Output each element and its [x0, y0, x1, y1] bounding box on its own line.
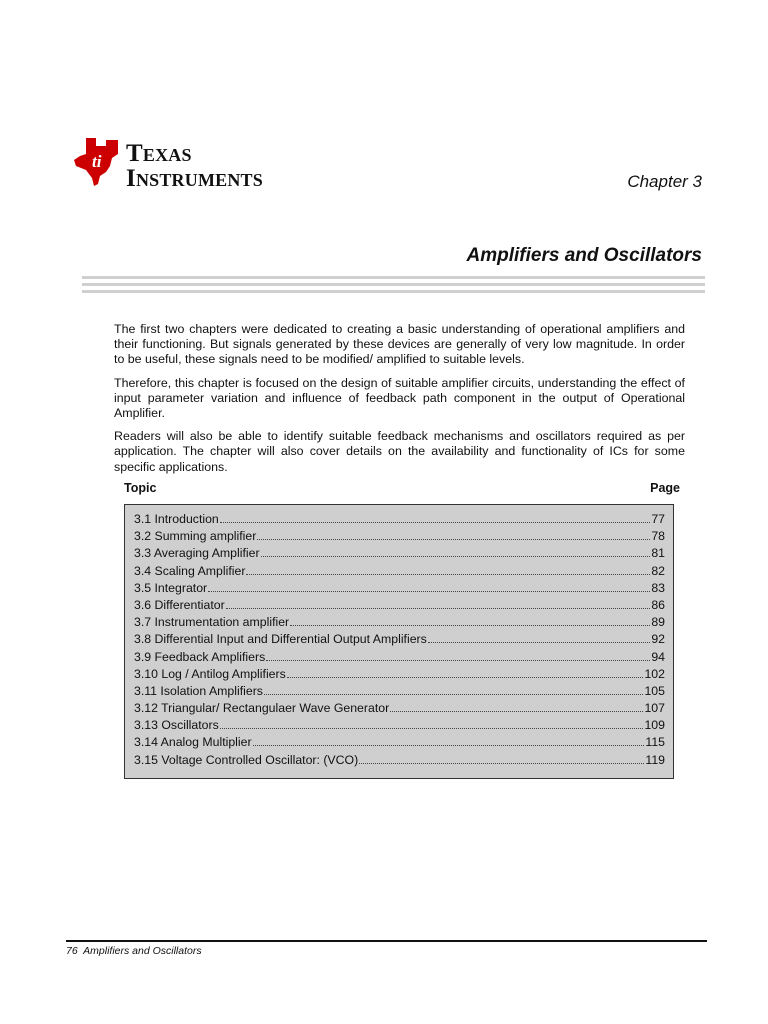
toc-leader-dots — [264, 684, 644, 695]
toc-entry[interactable] — [134, 546, 665, 563]
toc-entry-page: 92 — [651, 632, 665, 647]
toc-entry-page: 77 — [651, 512, 665, 526]
toc-entry-title: 3.14 Analog Multiplier — [134, 735, 252, 750]
toc-leader-dots — [226, 598, 651, 609]
toc-entry-title: 3.6 Differentiator — [134, 597, 225, 612]
footer-page-number: 76 — [66, 945, 78, 957]
toc-leader-dots — [220, 512, 651, 523]
toc-leader-dots — [253, 735, 645, 746]
toc-header — [124, 481, 680, 495]
chapter-title: Amplifiers and Oscillators — [466, 245, 702, 266]
texas-instruments-logo — [72, 136, 302, 196]
toc-entry[interactable] — [134, 650, 665, 667]
toc-entry-page: 81 — [651, 546, 665, 561]
toc-topic-label: Topic — [124, 481, 157, 495]
intro-paragraph: The first two chapters were dedicated to creating a basic understanding of operational amplifiers and their functioning. But signals generated by these devices are generally of very low magnitude. In order to be useful, these signals need to be modified/ amplified to suitable levels. — [114, 322, 685, 367]
toc-entry-title: 3.1 Introduction — [134, 512, 219, 526]
toc-leader-dots — [220, 718, 644, 729]
toc-entry[interactable] — [134, 753, 665, 770]
logo-line-2: INSTRUMENTS — [126, 165, 263, 192]
toc-entry[interactable] — [134, 529, 665, 546]
toc-entry[interactable] — [134, 667, 665, 684]
toc-leader-dots — [208, 581, 650, 592]
toc-entry-page: 94 — [651, 649, 665, 664]
toc-entry-title: 3.8 Differential Input and Differential Output Amplifiers — [134, 632, 427, 647]
toc-entry-page: 102 — [644, 666, 665, 681]
toc-entry-page: 86 — [651, 597, 665, 612]
intro-paragraph: Readers will also be able to identify suitable feedback mechanisms and oscillators required as per application. The chapter will also cover details on the availability and functionality of ICs for some specific applications. — [114, 429, 685, 474]
toc-entry[interactable] — [134, 512, 665, 529]
toc-page-label: Page — [650, 481, 680, 495]
toc-leader-dots — [287, 667, 644, 678]
page-footer — [66, 945, 202, 957]
toc-entry-title: 3.13 Oscillators — [134, 718, 219, 733]
title-underline-rules — [82, 276, 705, 297]
toc-entry-page: 109 — [644, 718, 665, 733]
toc-entry[interactable] — [134, 632, 665, 649]
toc-leader-dots — [428, 632, 651, 643]
ti-state-logo-icon — [72, 136, 124, 188]
toc-entry-title: 3.2 Summing amplifier — [134, 529, 257, 544]
toc-entry-page: 83 — [651, 580, 665, 595]
toc-leader-dots — [390, 701, 643, 712]
toc-entry[interactable] — [134, 581, 665, 598]
toc-entry-title: 3.5 Integrator — [134, 580, 208, 595]
toc-entry-title: 3.10 Log / Antilog Amplifiers — [134, 666, 286, 681]
logo-line-1: TEXAS — [126, 140, 192, 167]
intro-paragraph: Therefore, this chapter is focused on the design of suitable amplifier circuits, understanding the effect of input parameter variation and influence of feedback path component in the output of Operational Amplifier. — [114, 375, 685, 421]
footer-title: Amplifiers and Oscillators — [83, 945, 202, 957]
toc-entry-title: 3.3 Averaging Amplifier — [134, 546, 260, 561]
toc-entry-page: 107 — [644, 701, 665, 716]
toc-entry[interactable] — [134, 718, 665, 735]
footer-rule — [66, 940, 707, 942]
toc-leader-dots — [257, 529, 650, 540]
toc-entry[interactable] — [134, 701, 665, 718]
chapter-number: Chapter 3 — [627, 172, 702, 191]
svg-text:ti: ti — [92, 152, 102, 171]
toc-entry-page: 119 — [645, 752, 665, 767]
toc-entry-page: 115 — [645, 735, 665, 750]
toc-entry-title: 3.4 Scaling Amplifier — [134, 563, 246, 578]
toc-leader-dots — [266, 650, 650, 661]
toc-leader-dots — [261, 546, 651, 557]
toc-entry-title: 3.9 Feedback Amplifiers — [134, 649, 266, 664]
toc-entry-page: 82 — [651, 563, 665, 578]
toc-entry[interactable] — [134, 684, 665, 701]
toc-leader-dots — [246, 564, 650, 575]
toc-entry-title: 3.11 Isolation Amplifiers — [134, 683, 263, 698]
toc-entry[interactable] — [134, 615, 665, 632]
toc-leader-dots — [290, 615, 650, 626]
toc-entry-page: 78 — [651, 529, 665, 544]
toc-entry-title: 3.7 Instrumentation amplifier — [134, 615, 290, 630]
toc-leader-dots — [359, 753, 644, 764]
toc-entry-page: 105 — [644, 683, 665, 698]
toc-entry-page: 89 — [651, 615, 665, 630]
toc-entry-title: 3.15 Voltage Controlled Oscillator: (VCO) — [134, 752, 359, 767]
toc-entry[interactable] — [134, 735, 665, 752]
toc-entry-title: 3.12 Triangular/ Rectangulaer Wave Generator — [134, 701, 390, 716]
toc-entry[interactable] — [134, 598, 665, 615]
table-of-contents — [124, 504, 674, 779]
toc-entry[interactable] — [134, 564, 665, 581]
intro-text — [114, 322, 685, 483]
